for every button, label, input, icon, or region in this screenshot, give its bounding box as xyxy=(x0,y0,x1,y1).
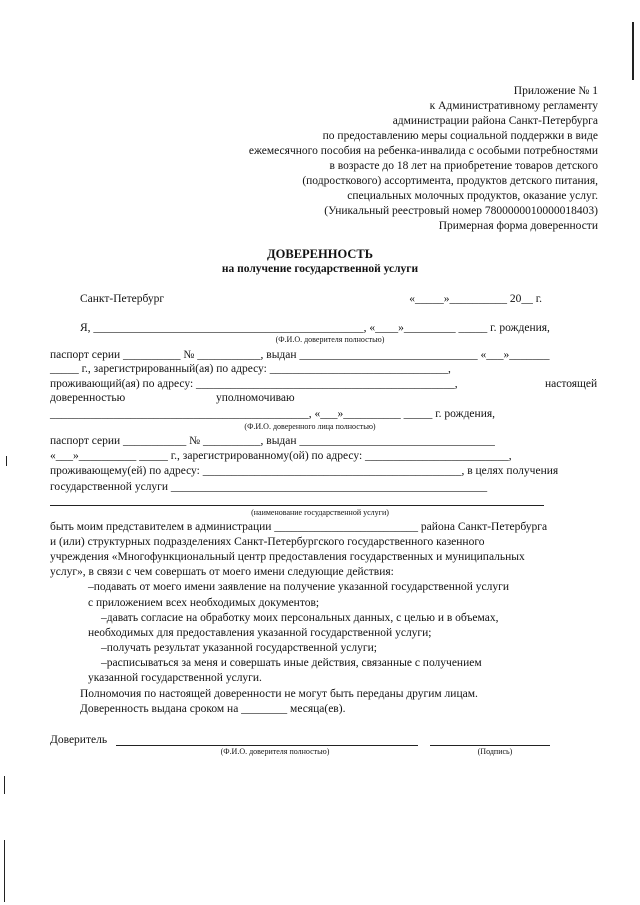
header-line: ежемесячного пособия на ребенка-инвалида с особыми потребностями xyxy=(248,145,598,157)
signature-name-line xyxy=(116,745,418,746)
attorney-name-caption: (Ф.И.О. доверенного лица полностью) xyxy=(244,422,376,431)
header-line: (Уникальный реестровый номер 7800000010000018403) xyxy=(324,205,598,217)
attorney-passport-line: паспорт серии ___________ № __________, выдан __________________________________ xyxy=(50,435,495,447)
header-line: Примерная форма доверенности xyxy=(438,220,598,232)
power-item: –давать согласие на обработку моих персональных данных, с целью и в объемах, xyxy=(101,612,499,624)
powers-line: учреждения «Многофункциональный центр предоставления государственных и муниципальных xyxy=(50,551,525,563)
principal-name-caption: (Ф.И.О. доверителя полностью) xyxy=(275,335,385,344)
principal-residence-line-end: настоящей xyxy=(545,378,598,390)
document-title: ДОВЕРЕННОСТЬ xyxy=(267,247,373,261)
scan-edge-left-mark xyxy=(4,776,5,794)
header-line: по предоставлению меры социальной поддержки в виде xyxy=(322,130,598,142)
power-item: –подавать от моего имени заявление на получение указанной государственной услуги xyxy=(88,581,510,593)
powers-line: услуг», в связи с чем совершать от моего имени следующие действия: xyxy=(50,566,394,578)
powers-line: быть моим представителем в администрации _________________________ района Санкт-Петербурга xyxy=(50,521,548,533)
signature-sign-line xyxy=(430,745,550,746)
date-field: «_____»__________ 20__ г. xyxy=(409,293,542,305)
header-line: специальных молочных продуктов, оказание услуг. xyxy=(347,190,598,202)
non-transfer-clause: Полномочия по настоящей доверенности не могут быть переданы другим лицам. xyxy=(80,688,478,700)
attorney-name-line: _____________________________________________, «___»__________ _____ г. рождения, xyxy=(50,408,496,420)
header-line: (подросткового) ассортимента, продуктов детского питания, xyxy=(302,175,598,187)
attorney-residence-line: проживающему(ей) по адресу: _____________________________________________, в целях получения xyxy=(50,465,559,477)
attorney-registration-line: «___»__________ _____ г., зарегистрированному(ой) по адресу: _________________________, xyxy=(50,450,512,462)
service-caption: (наименование государственной услуги) xyxy=(251,508,389,517)
header-line: администрации района Санкт-Петербурга xyxy=(392,115,598,127)
header-line: к Административному регламенту xyxy=(429,100,598,112)
authorize-label: доверенностью xyxy=(50,392,126,404)
service-line: государственной услуги _______________________________________________________ xyxy=(50,481,488,493)
power-item: –получать результат указанной государственной услуги; xyxy=(101,642,377,654)
city: Санкт-Петербург xyxy=(80,293,165,305)
power-item: указанной государственной услуги. xyxy=(88,672,262,684)
power-item: –расписываться за меня и совершать иные действия, связанные с получением xyxy=(101,657,482,669)
powers-line: и (или) структурных подразделениях Санкт-Петербургского государственного казенного xyxy=(50,536,485,548)
signature-name-caption: (Ф.И.О. доверителя полностью) xyxy=(220,747,330,756)
power-item: с приложением всех необходимых документов; xyxy=(88,597,320,609)
principal-registration-line: _____ г., зарегистрированный(ая) по адресу: _______________________________, xyxy=(50,363,451,375)
scan-edge-right xyxy=(632,22,634,80)
service-underline xyxy=(50,505,544,506)
power-item: необходимых для предоставления указанной государственной услуги; xyxy=(88,627,432,639)
header-line: Приложение № 1 xyxy=(513,85,598,97)
principal-name-line: Я, _______________________________________________, «____»_________ _____ г. рождения, xyxy=(80,322,550,334)
header-line: в возрасте до 18 лет на приобретение товаров детского xyxy=(329,160,598,172)
principal-residence-line: проживающий(ая) по адресу: _____________________________________________, xyxy=(50,378,458,390)
authorize-verb: уполномочиваю xyxy=(216,392,295,404)
scan-edge-left-mark xyxy=(4,840,5,902)
document-subtitle: на получение государственной услуги xyxy=(221,263,419,275)
signature-label: Доверитель xyxy=(50,734,108,746)
principal-passport-line: паспорт серии __________ № ___________, выдан _______________________________ «___»_______ xyxy=(50,349,550,361)
validity-clause: Доверенность выдана сроком на ________ месяца(ев). xyxy=(80,703,346,715)
scan-edge-left-mark xyxy=(6,456,7,466)
signature-sign-caption: (Подпись) xyxy=(477,747,513,756)
